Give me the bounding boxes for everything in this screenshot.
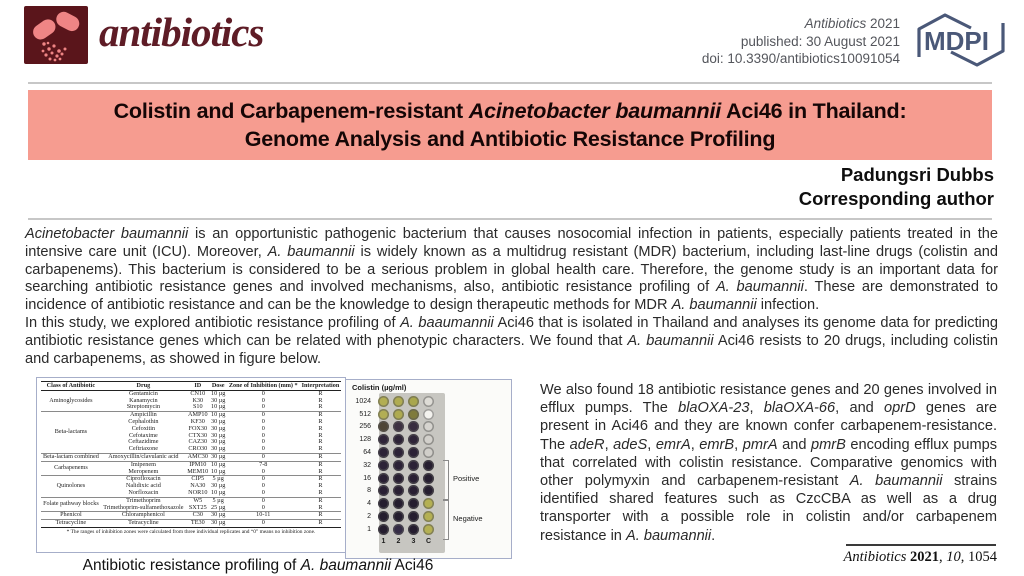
- assay-well: [408, 421, 419, 432]
- assay-well: [408, 409, 419, 420]
- table-cell: W5: [186, 497, 210, 504]
- plate-row-label: 4: [367, 500, 371, 508]
- assay-well: [378, 409, 389, 420]
- plate-row: [346, 408, 456, 421]
- table-cell: 25 µg: [210, 503, 226, 511]
- table-cell: Ceftazidime: [128, 438, 159, 446]
- author-block: [799, 163, 994, 211]
- table-cell: R: [318, 445, 323, 453]
- table-cell: Cephalothin: [128, 417, 159, 425]
- table-cell: Trimethoprim-sulfamethoxazole: [103, 503, 184, 511]
- plate-row-label: 8: [367, 487, 371, 495]
- plate-column-label: C: [425, 538, 432, 546]
- table-cell: 0: [261, 424, 265, 432]
- abstract-paragraph-2: In this study, we explored antibiotic resistance profiling of A. baaumannii Aci46 that is isolated in Thailand and analyses its genome data for predicting antibiotic resistance genes which can be related with phenotypic characters. We found that A. baumannii Aci46 resists to 20 drugs, including colistin and carbapenems, as showed in figure below.: [25, 314, 998, 367]
- assay-well: [393, 421, 404, 432]
- table-cell: 0: [227, 412, 300, 419]
- table-cell: R: [300, 520, 341, 528]
- table-row: [41, 390, 341, 397]
- table-cell: R: [318, 417, 323, 425]
- table-cell: R: [300, 512, 341, 520]
- plate-row-label: 128: [359, 436, 371, 444]
- assay-well: [393, 498, 404, 509]
- table-cell: Ampicillin: [101, 412, 186, 419]
- table-cell: AMC30: [187, 452, 208, 460]
- assay-well: [378, 447, 389, 458]
- table-cell: Meropenem: [128, 467, 159, 475]
- plate-row: [346, 523, 456, 536]
- assay-well: [423, 421, 434, 432]
- table-cell: R: [318, 488, 323, 496]
- plate-column-label: 2: [396, 538, 401, 546]
- table-cell: 10 µg: [210, 488, 226, 496]
- table-cell: Tetracycline: [101, 520, 186, 528]
- table-cell: 0: [261, 488, 265, 496]
- assay-well: [378, 511, 389, 522]
- table-cell: 10 µg: [210, 403, 226, 411]
- table-cell: C30: [186, 512, 210, 520]
- antibiotic-class-cell: Tetracycline: [41, 520, 101, 528]
- assay-well: [378, 485, 389, 496]
- plate-row: [346, 446, 456, 459]
- table-cell: Chloramphenicol: [101, 512, 186, 520]
- table-cell: TE30: [186, 520, 210, 528]
- assay-well: [423, 473, 434, 484]
- plate-row-label: 2: [367, 513, 371, 521]
- table-cell: KF30: [190, 417, 205, 425]
- assay-well: [378, 460, 389, 471]
- table-cell: R: [300, 476, 341, 483]
- table-cell: R: [318, 403, 323, 411]
- table-cell: SXT25: [188, 503, 207, 511]
- table-cell: Cefotaxime: [128, 431, 158, 439]
- resistance-table-panel: [36, 377, 346, 553]
- antibiotic-class-cell: Carbapenems: [41, 461, 101, 476]
- table-cell: CRO30: [188, 445, 208, 453]
- plate-row-label: 1: [367, 525, 371, 533]
- table-cell: 30 µg: [210, 417, 226, 425]
- table-cell: Streptomycin: [126, 403, 161, 411]
- assay-well: [423, 460, 434, 471]
- table-cell: Ceftriaxone: [128, 445, 158, 453]
- plate-row-label: 256: [359, 423, 371, 431]
- plate-row-label: 512: [359, 410, 371, 418]
- table-cell: 30 µg: [210, 482, 226, 490]
- assay-well: [423, 511, 434, 522]
- results-text: We also found 18 antibiotic resistance genes and 20 genes involved in efflux pumps. The blaOXA-23, blaOXA-66, and oprD genes are present in Aci46 and they are known confer carbapenem-resistance. The adeR, adeS, emrA, emrB, pmrA and pmrB encoding efflux pumps that correlated with colistin resistance. Comparative genomics with other polymyxin and carbapenem-resistant A. baumannii strains identified shared features such as CzcCBA as well as a drug transporter with a possible role in colistin and/or carbapenem resistance in A. baumannii.: [540, 382, 998, 544]
- table-cell: K30: [192, 396, 204, 404]
- table-cell: AMP10: [186, 412, 210, 419]
- table-cell: 5 µg: [210, 476, 227, 483]
- table-cell: 10 µg: [210, 411, 226, 419]
- author-role: Corresponding author: [798, 188, 994, 209]
- resistance-table: [41, 381, 341, 528]
- table-cell: 30 µg: [210, 438, 226, 446]
- antibiotic-class-cell: Folate pathway blocks: [41, 497, 101, 512]
- antibiotic-class-cell: Phenicol: [41, 512, 101, 520]
- assay-well: [393, 511, 404, 522]
- plate-title: Colistin (µg/ml): [352, 383, 407, 392]
- table-cell: 0: [261, 396, 265, 404]
- mdpi-text: MDPI: [924, 26, 989, 56]
- meta-doi: doi: 10.3390/antibiotics10091054: [701, 51, 900, 66]
- table-header-row: [41, 382, 341, 391]
- table-cell: NOR10: [188, 488, 208, 496]
- table-cell: Amoxycillin/clavulanic acid: [101, 453, 186, 461]
- journal-wordmark: antibiotics: [99, 9, 264, 55]
- mdpi-logo: [911, 11, 1011, 69]
- table-cell: R: [318, 438, 323, 446]
- capsule-icon: [24, 6, 88, 64]
- table-cell: R: [318, 424, 323, 432]
- table-header-cell: Dose: [210, 382, 227, 391]
- table-footnote: * The ranges of inhibition zones were calculated from three individual replicates and “0” means no inhibition zone.: [66, 529, 316, 536]
- plate-row-label: 64: [363, 449, 371, 457]
- table-header-cell: Interpretation: [301, 381, 340, 389]
- assay-well: [378, 421, 389, 432]
- plate-row: [346, 459, 456, 472]
- table-cell: 0: [227, 453, 300, 461]
- antibiotics-journal-logo: [24, 6, 88, 64]
- table-header-cell: Drug: [101, 382, 186, 391]
- plate-row-label: 1024: [355, 397, 371, 405]
- plate-row: [346, 497, 456, 510]
- table-cell: 10 µg: [210, 389, 226, 397]
- assay-well: [378, 524, 389, 535]
- assay-well: [408, 524, 419, 535]
- antibiotic-class-cell: Beta-lactams: [41, 412, 101, 454]
- assay-well: [408, 485, 419, 496]
- table-cell: R: [300, 453, 341, 461]
- table-cell: 0: [261, 503, 265, 511]
- assay-well: [393, 485, 404, 496]
- assay-well: [423, 396, 434, 407]
- table-cell: 0: [261, 445, 265, 453]
- assay-well: [393, 473, 404, 484]
- table-cell: R: [300, 390, 341, 397]
- table-cell: R: [318, 482, 323, 490]
- assay-well: [393, 524, 404, 535]
- assay-well: [423, 447, 434, 458]
- title-divider: [28, 218, 992, 220]
- table-cell: R: [300, 412, 341, 419]
- table-cell: 0: [261, 431, 265, 439]
- assay-well: [393, 396, 404, 407]
- assay-well: [423, 524, 434, 535]
- table-cell: R: [300, 461, 341, 468]
- table-cell: 30 µg: [210, 424, 226, 432]
- table-cell: 0: [261, 403, 265, 411]
- positive-label: Positive: [453, 474, 480, 483]
- plate-row-label: 16: [363, 474, 371, 482]
- assay-well: [378, 498, 389, 509]
- table-cell: 0: [261, 417, 265, 425]
- table-cell: Norfloxacin: [128, 488, 159, 496]
- title-line-2: Genome Analysis and Antibiotic Resistance Profiling: [244, 127, 776, 151]
- assay-well: [423, 498, 434, 509]
- assay-well: [378, 434, 389, 445]
- assay-well: [378, 473, 389, 484]
- table-cell: Imipenem: [101, 461, 186, 468]
- table-cell: MEM10: [187, 467, 209, 475]
- assay-well: [408, 511, 419, 522]
- table-cell: Ciprofloxacin: [101, 476, 186, 483]
- table-cell: CIP5: [186, 476, 210, 483]
- table-cell: 10-11: [227, 512, 300, 520]
- table-row: [41, 520, 341, 528]
- author-name: Padungsri Dubbs: [840, 164, 994, 185]
- table-cell: Gentamicin: [101, 390, 186, 397]
- table-cell: Trimethoprim: [101, 497, 186, 504]
- assay-well: [408, 473, 419, 484]
- header-divider: [28, 82, 992, 84]
- table-cell: 0: [261, 438, 265, 446]
- negative-bracket: [443, 500, 449, 540]
- assay-well: [408, 396, 419, 407]
- table-cell: IPM10: [186, 461, 210, 468]
- antibiotic-class-cell: Aminoglycosides: [41, 390, 101, 411]
- assay-well: [393, 434, 404, 445]
- positive-bracket: [443, 460, 449, 500]
- microplate-wells: [346, 395, 456, 548]
- assay-well: [393, 460, 404, 471]
- abstract-text: [25, 226, 998, 368]
- table-header-cell: Zone of Inhibition (mm) *: [227, 382, 300, 391]
- antibiotic-class-cell: Quinolones: [41, 476, 101, 497]
- table-cell: 0: [227, 497, 300, 504]
- assay-well: [408, 434, 419, 445]
- table-cell: R: [318, 467, 323, 475]
- plate-row: [346, 485, 456, 498]
- plate-row: [346, 472, 456, 485]
- plate-column-label: 1: [381, 538, 386, 546]
- negative-label: Negative: [453, 514, 483, 523]
- table-cell: CAZ30: [188, 438, 208, 446]
- table-cell: 30 µg: [210, 445, 226, 453]
- footer-divider: [846, 544, 996, 546]
- plate-column-label: 3: [411, 538, 416, 546]
- table-cell: 7-8: [227, 461, 300, 468]
- abstract-paragraph-1: Acinetobacter baumannii is an opportunistic pathogenic bacterium that causes nosocomial infection in patients, especially patients treated in the intensive care unit (ICU). Moreover, A. baumannii is widely known as a multidrug resistant (MDR) bacterium, including last-line drugs (colistin and carbapenems). This bacterium is considered to be a serious problem in global health care. Therefore, the genome study is an important data for searching antibiotic resistance genes and involved mechanisms, also, antibiotic resistance profiling of A. baumannii. These are demonstrated to incidence of antibiotic resistance and can be the knowledge to design therapeutic methods for MDR A. baumannii infection.: [25, 226, 999, 314]
- table-cell: 0: [227, 520, 300, 528]
- table-cell: NA30: [190, 482, 206, 490]
- figure-caption: Antibiotic resistance profiling of A. baumannii Aci46: [82, 557, 434, 574]
- table-cell: Nalidixic acid: [125, 482, 161, 490]
- table-cell: 30 µg: [210, 511, 226, 519]
- assay-well: [408, 498, 419, 509]
- table-cell: R: [318, 503, 323, 511]
- figure-resistance-profiling: [36, 377, 516, 559]
- table-cell: R: [318, 431, 323, 439]
- plate-row-label: 32: [363, 461, 371, 469]
- table-cell: 0: [227, 390, 300, 397]
- table-cell: Cefoxitin: [131, 424, 156, 432]
- colistin-plate-panel: [345, 379, 512, 559]
- table-cell: CTX30: [188, 431, 208, 439]
- plate-row: [346, 421, 456, 434]
- journal-citation: Antibiotics 2021, 10, 1054: [843, 549, 997, 565]
- table-cell: 30 µg: [210, 519, 226, 527]
- assay-well: [423, 409, 434, 420]
- title-line-1: Colistin and Carbapenem-resistant Acinetobacter baumannii Aci46 in Thailand:: [113, 99, 907, 123]
- assay-well: [423, 434, 434, 445]
- table-cell: FOX30: [188, 424, 208, 432]
- resistance-table-body: [41, 390, 341, 527]
- plate-row: [346, 433, 456, 446]
- table-cell: R: [318, 396, 323, 404]
- plate-row: [346, 510, 456, 523]
- table-header-cell: ID: [186, 382, 210, 391]
- table-header-cell: Class of Antibiotic: [41, 382, 101, 391]
- table-cell: S10: [192, 403, 203, 411]
- table-cell: 30 µg: [210, 452, 226, 460]
- publication-meta: [702, 15, 900, 68]
- plate-column-labels: [346, 536, 456, 548]
- table-cell: 10 µg: [210, 467, 226, 475]
- assay-well: [378, 396, 389, 407]
- assay-well: [393, 447, 404, 458]
- assay-well: [408, 460, 419, 471]
- assay-well: [423, 485, 434, 496]
- meta-journal-year: Antibiotics 2021: [804, 16, 900, 31]
- plate-row: [346, 395, 456, 408]
- assay-well: [408, 447, 419, 458]
- meta-published-date: published: 30 August 2021: [740, 33, 900, 49]
- table-cell: R: [300, 497, 341, 504]
- antibiotic-class-cell: Beta-lactam combined: [43, 452, 99, 460]
- table-cell: Kanamycin: [129, 396, 158, 404]
- table-cell: 0: [261, 467, 265, 475]
- table-cell: 0: [227, 476, 300, 483]
- table-cell: 5 µg: [210, 497, 227, 504]
- title-banner: [28, 90, 992, 160]
- table-cell: 10 µg: [210, 460, 226, 468]
- table-cell: 0: [261, 482, 265, 490]
- table-cell: 30 µg: [210, 396, 226, 404]
- table-cell: CN10: [186, 390, 210, 397]
- table-cell: 30 µg: [210, 431, 226, 439]
- assay-well: [393, 409, 404, 420]
